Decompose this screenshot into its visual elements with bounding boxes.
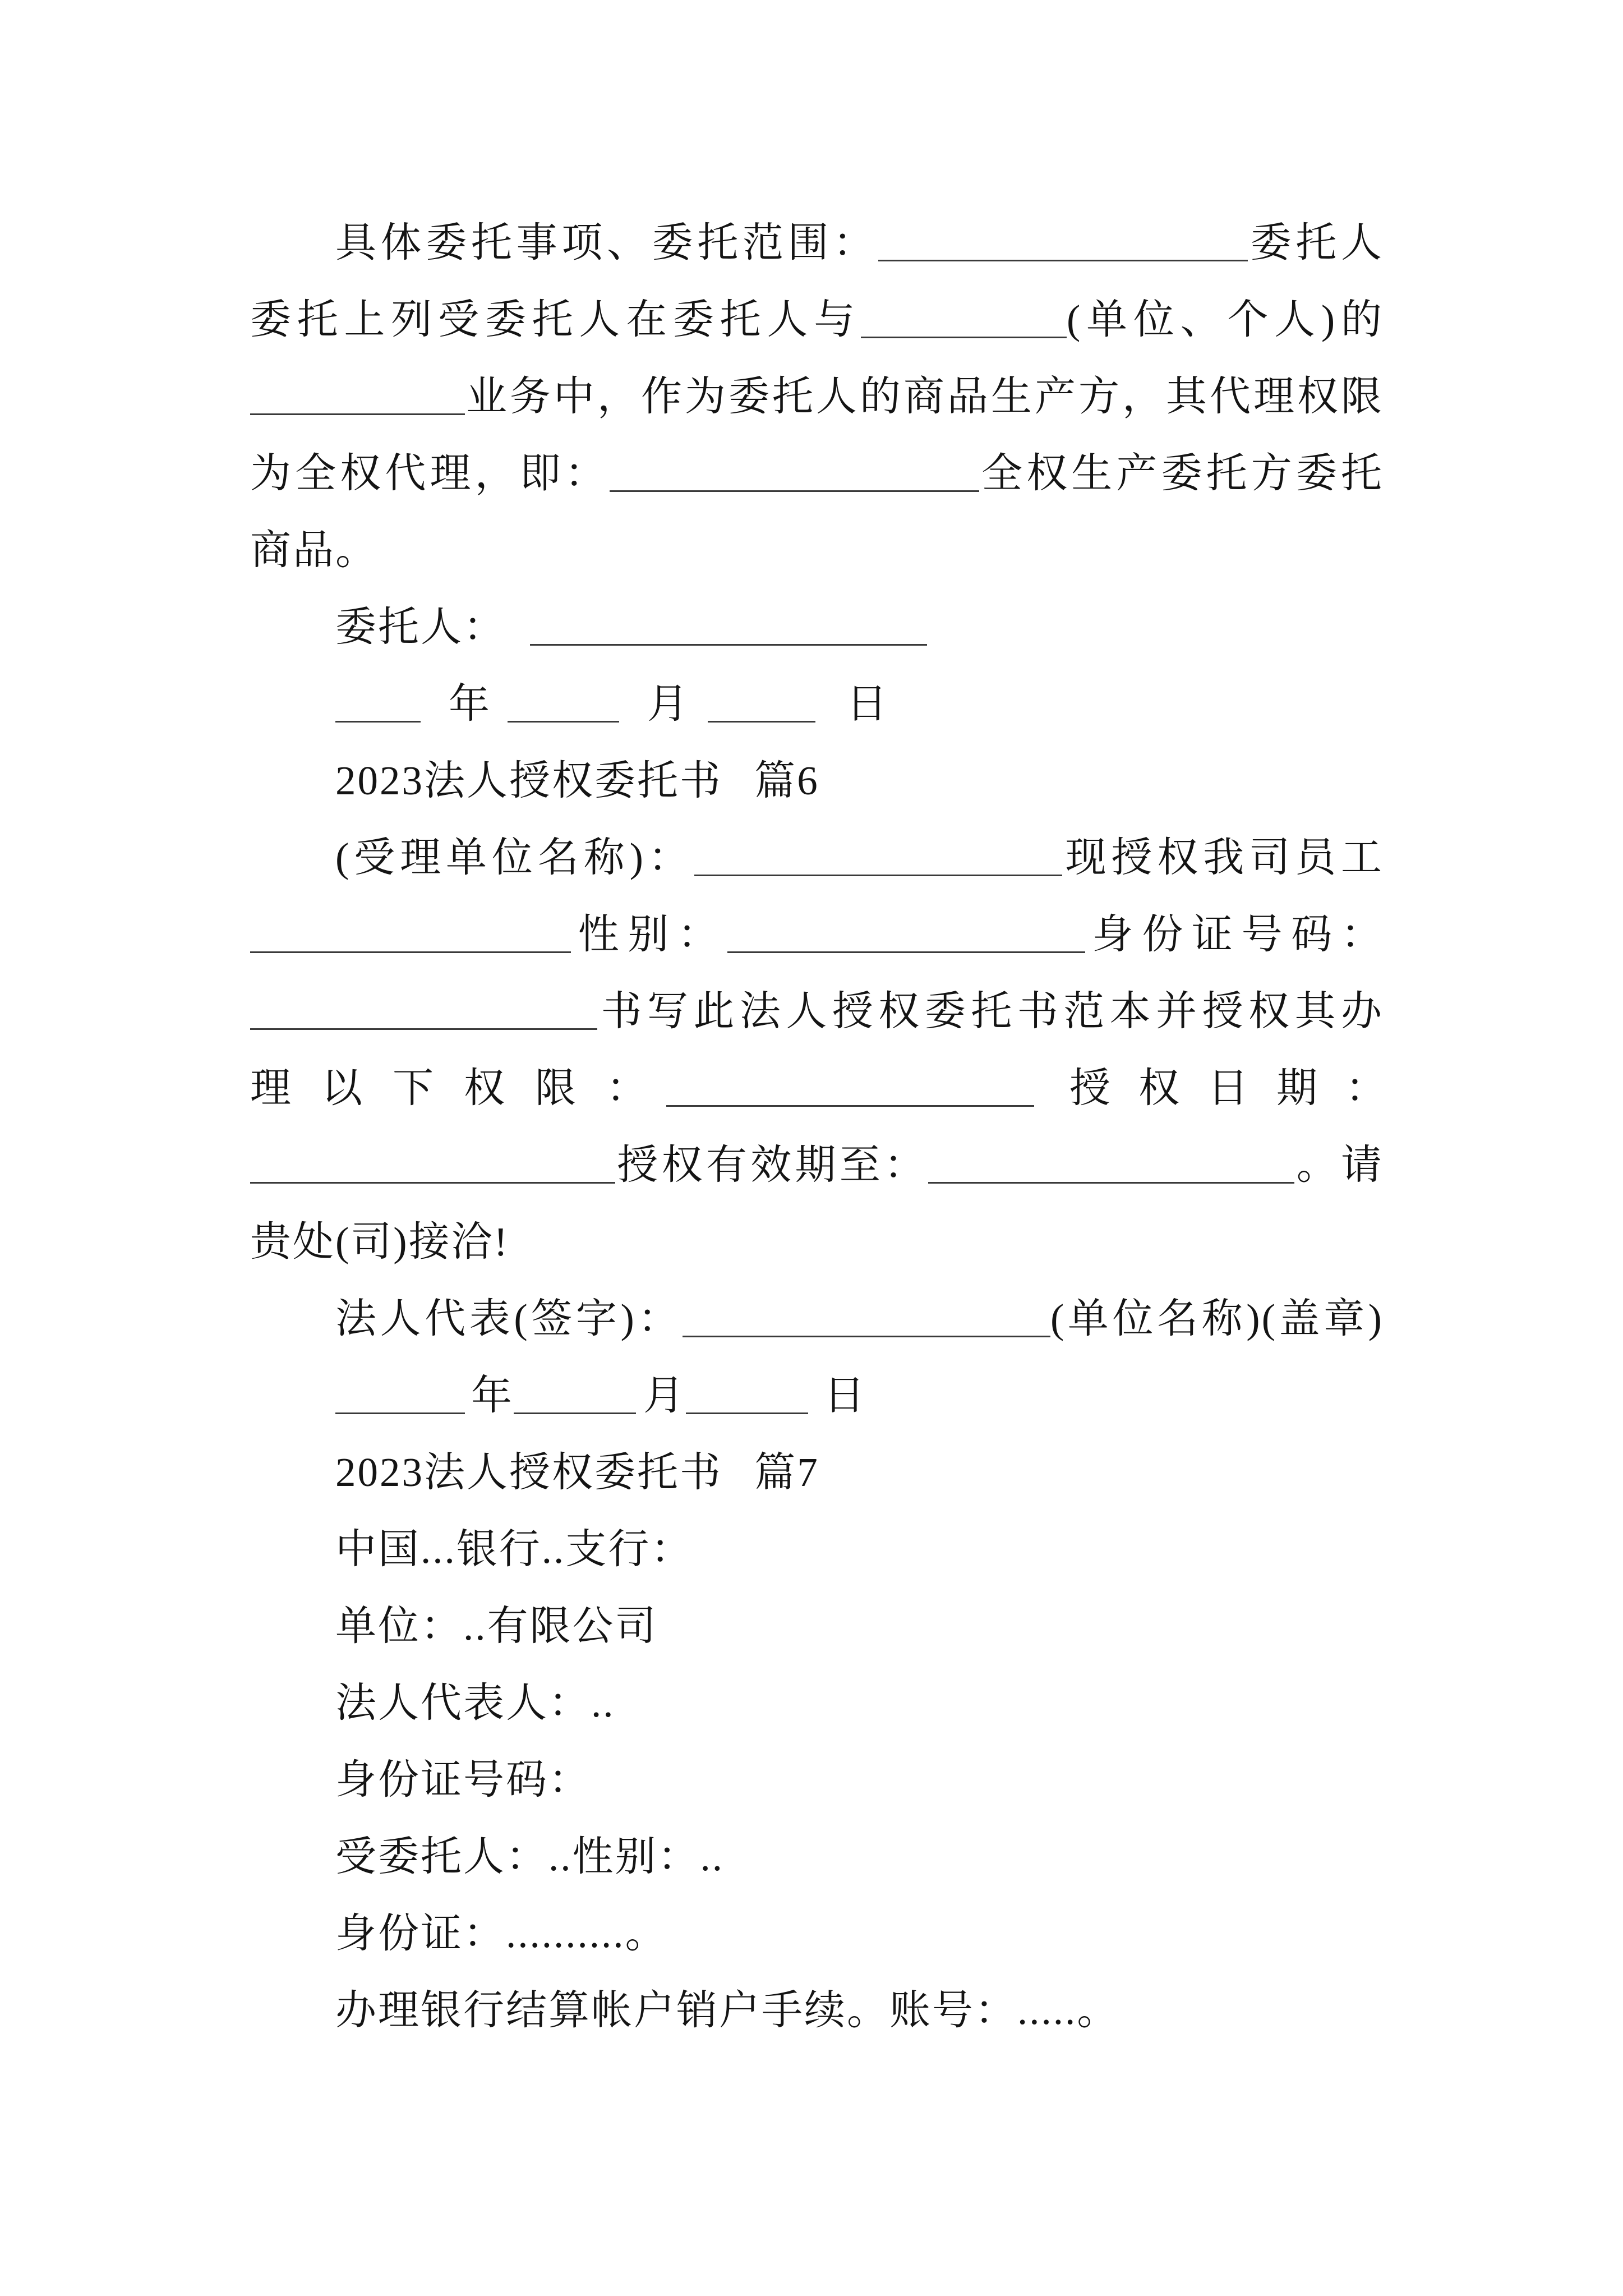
- year-blank: [335, 1357, 465, 1414]
- business-line: [250, 358, 1384, 435]
- parties-after: (单位、个人)的: [1067, 297, 1384, 342]
- day-blank: [708, 665, 815, 723]
- business-blank: [250, 358, 465, 415]
- signature-line: [250, 1280, 1384, 1357]
- validity-blank: [928, 1126, 1294, 1184]
- trustee-line: [250, 1818, 1384, 1895]
- id-label: 身份证号码：: [1085, 912, 1384, 957]
- company-text: 单位：..有限公司: [335, 1603, 658, 1649]
- gender-blank: [727, 896, 1085, 953]
- year-label: 年: [449, 681, 491, 726]
- principal-line: [250, 588, 1384, 665]
- section-7-title: 2023法人授权委托书 篇7: [335, 1450, 819, 1495]
- authority-blank: [610, 435, 979, 492]
- day-blank: [686, 1357, 808, 1414]
- goods-line: [250, 512, 1384, 588]
- validity-tail: 。请: [1294, 1142, 1384, 1188]
- principal-blank: [530, 588, 927, 646]
- scope-line: [250, 204, 1384, 281]
- month-blank: [514, 1357, 636, 1414]
- seal-text: (单位名称)(盖章): [1050, 1296, 1384, 1341]
- parties-before: 委托上列受委托人在委托人与: [250, 297, 861, 342]
- request-text: 办理银行结算帐户销户手续。账号：.....。: [335, 1987, 1120, 2033]
- month-label: 月: [647, 681, 690, 726]
- employee-name-blank: [250, 896, 571, 953]
- id-card-line: [250, 1895, 1384, 1972]
- id-number-blank: [250, 973, 597, 1030]
- addressee-label: (受理单位名称)：: [335, 835, 694, 880]
- document-body: [250, 204, 1414, 2049]
- authority-after: 全权生产委托方委托: [979, 450, 1384, 496]
- signature-label: 法人代表(签字)：: [335, 1296, 683, 1341]
- permission-line: [250, 1050, 1414, 1126]
- company-line: [250, 1588, 1384, 1664]
- year-label: 年: [471, 1373, 514, 1418]
- principal-label: 委托人：: [335, 604, 506, 650]
- mandate-line: [250, 973, 1384, 1050]
- permission-label: 理以下权限：: [250, 1065, 677, 1111]
- day-label: 日: [824, 1373, 866, 1418]
- mandate-text: 书写此法人授权委托书范本并授权其办: [597, 988, 1384, 1034]
- validity-label: 授权有效期至：: [615, 1142, 929, 1188]
- id-card-text: 身份证：..........。: [335, 1911, 668, 1956]
- bank-line: [250, 1511, 1384, 1588]
- id-number-text: 身份证号码：: [335, 1757, 591, 1802]
- section-6-date-line: [250, 1357, 1384, 1434]
- employee-line: [250, 896, 1384, 973]
- month-label: 月: [643, 1373, 686, 1418]
- parties-line: [250, 281, 1384, 358]
- addressee-blank: [694, 819, 1062, 876]
- scope-blank: [878, 204, 1248, 261]
- authority-before: 为全权代理，即：: [250, 450, 610, 496]
- authorization-date-label: 授权日期：: [1069, 1065, 1414, 1111]
- id-number-line: [250, 1741, 1384, 1818]
- section-6-title: 2023法人授权委托书 篇6: [335, 758, 819, 803]
- permission-blank: [666, 1050, 1034, 1107]
- goods-text: 商品。: [250, 527, 378, 573]
- section-6-heading: [250, 742, 1384, 819]
- signature-blank: [683, 1280, 1050, 1337]
- closing-text: 贵处(司)接洽!: [250, 1219, 509, 1264]
- legal-rep-text: 法人代表人：..: [335, 1680, 615, 1726]
- day-label: 日: [846, 681, 889, 726]
- legal-rep-line: [250, 1664, 1384, 1741]
- authorization-date-blank: [250, 1126, 615, 1184]
- entrustment-date-line: [250, 665, 1384, 742]
- trustee-text: 受委托人：..性别：..: [335, 1834, 724, 1879]
- business-text: 业务中，作为委托人的商品生产方，其代理权限: [465, 374, 1384, 419]
- request-line: [250, 1972, 1384, 2049]
- addressee-tail: 现授权我司员工: [1062, 835, 1384, 880]
- month-blank: [508, 665, 619, 723]
- scope-label: 具体委托事项、委托范围：: [335, 220, 878, 265]
- party-blank: [861, 281, 1067, 338]
- scope-tail: 委托人: [1248, 220, 1384, 265]
- validity-line: [250, 1126, 1384, 1203]
- year-blank: [335, 665, 421, 723]
- closing-line: [250, 1203, 1384, 1280]
- bank-text: 中国...银行..支行：: [335, 1526, 694, 1572]
- authority-line: [250, 435, 1384, 512]
- gender-label: 性别：: [571, 912, 727, 957]
- addressee-line: [250, 819, 1384, 896]
- section-7-heading: [250, 1434, 1384, 1511]
